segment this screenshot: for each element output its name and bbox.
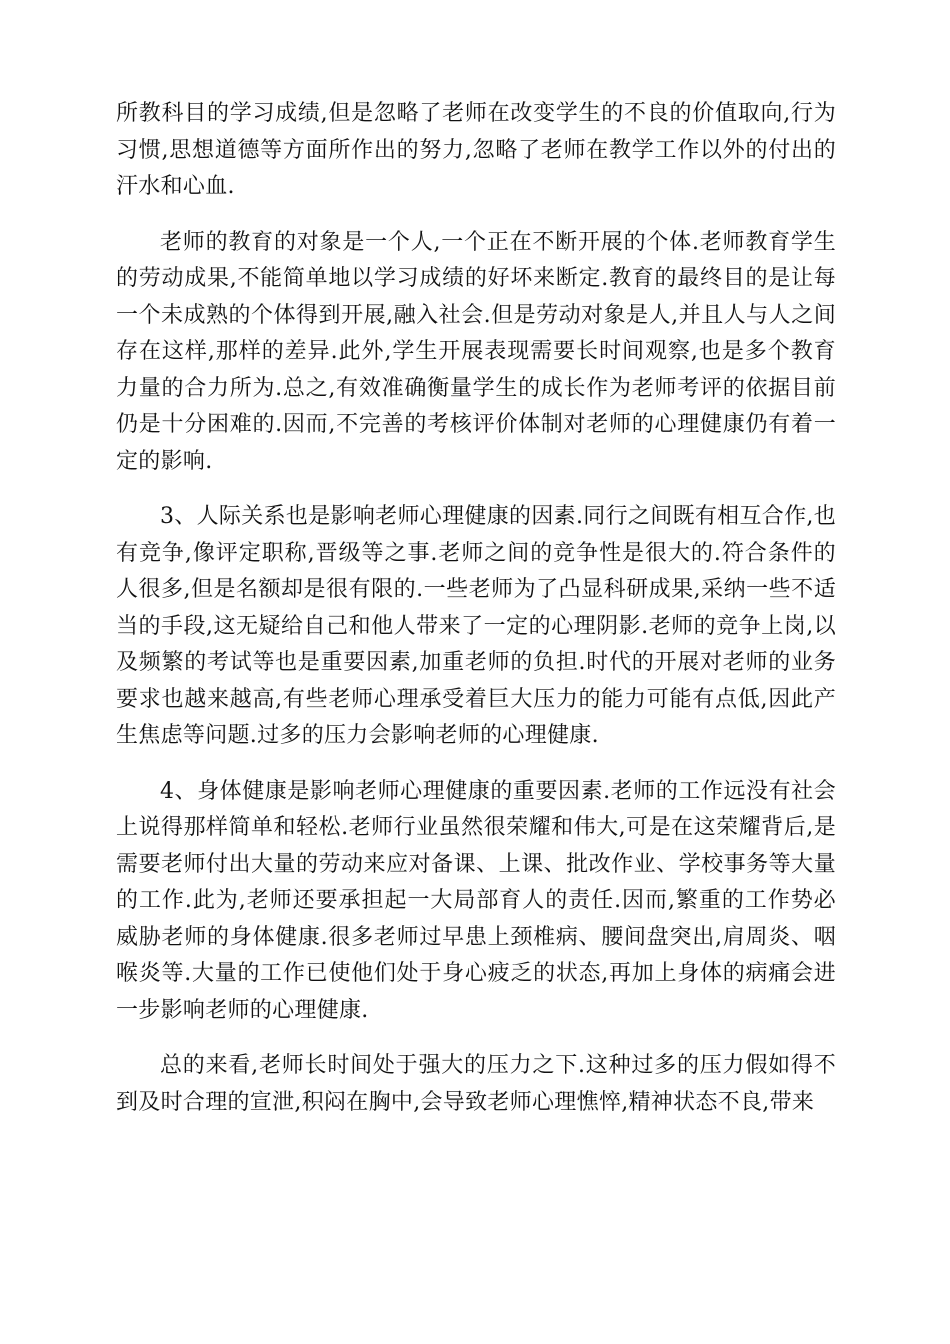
paragraph-interpersonal-relations: 3、人际关系也是影响老师心理健康的因素.同行之间既有相互合作,也有竞争,像评定职称,晋级等之事.老师之间的竞争性是很大的.符合条件的人很多,但是名额却是很有限的.一些老师为了凸显科研成果,采纳一些不适当的手段,这无疑给自己和他人带来了一定的心理阴影.老师的竞争上岗,以及频繁的考试等也是重要因素,加重老师的负担.时代的开展对老师的业务要求也越来越高,有些老师心理承受着巨大压力的能力可能有点低,因此产生焦虑等问题.过多的压力会影响老师的心理健康. bbox=[116, 504, 836, 748]
paragraph-continuation: 所教科目的学习成绩,但是忽略了老师在改变学生的不良的价值取向,行为习惯,思想道德等方面所作出的努力,忽略了老师在教学工作以外的付出的汗水和心血. bbox=[116, 101, 836, 199]
document-page bbox=[116, 96, 836, 1140]
paragraph-education-object: 老师的教育的对象是一个人,一个正在不断开展的个体.老师教育学生的劳动成果,不能简单地以学习成绩的好坏来断定.教育的最终目的是让每一个未成熟的个体得到开展,融入社会.但是劳动对象是人,并且人与人之间存在这样,那样的差异.此外,学生开展表现需要长时间观察,也是多个教育力量的合力所为.总之,有效准确衡量学生的成长作为老师考评的依据目前仍是十分困难的.因而,不完善的考核评价体制对老师的心理健康仍有着一定的影响. bbox=[116, 229, 836, 474]
paragraph-summary: 总的来看,老师长时间处于强大的压力之下.这种过多的压力假如得不到及时合理的宣泄,积闷在胸中,会导致老师心理憔悴,精神状态不良,带来 bbox=[116, 1053, 836, 1115]
paragraph-physical-health: 4、身体健康是影响老师心理健康的重要因素.老师的工作远没有社会上说得那样简单和轻松.老师行业虽然很荣耀和伟大,可是在这荣耀背后,是需要老师付出大量的劳动来应对备课、上课、批改作业、学校事务等大量的工作.此为,老师还要承担起一大局部育人的责任.因而,繁重的工作势必威胁老师的身体健康.很多老师过早患上颈椎病、腰间盘突出,肩周炎、咽喉炎等.大量的工作已使他们处于身心疲乏的状态,再加上身体的病痛会进一步影响老师的心理健康. bbox=[116, 778, 836, 1023]
